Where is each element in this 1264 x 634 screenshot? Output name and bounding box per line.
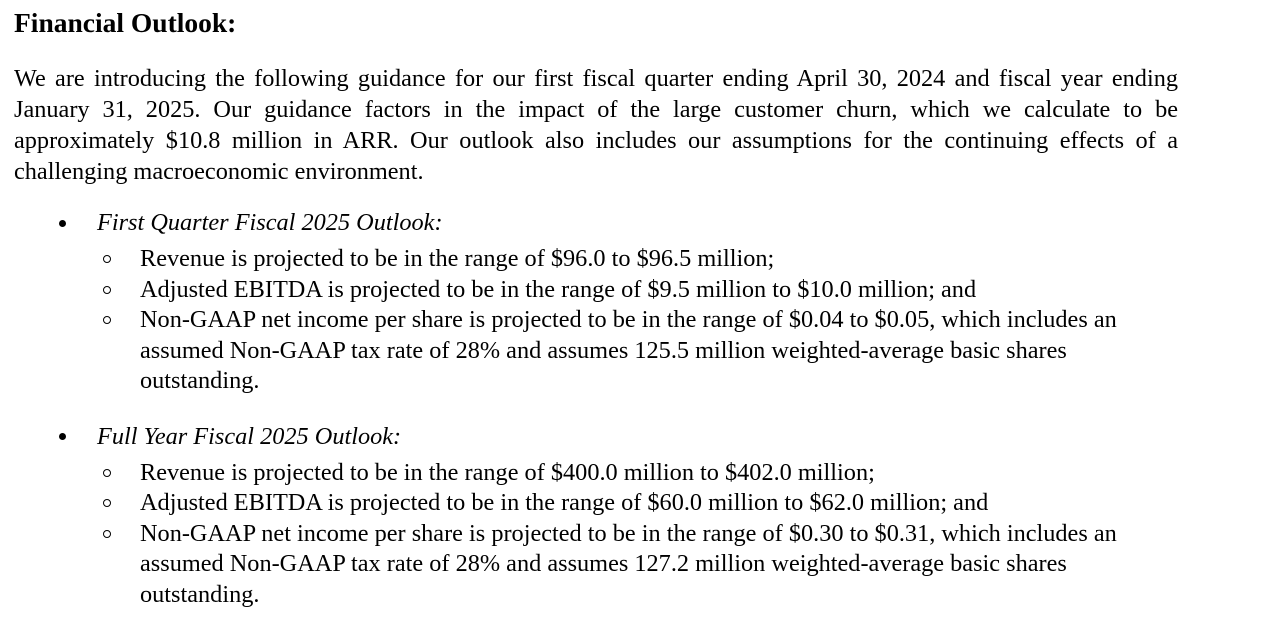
bullet-marker-cell bbox=[103, 519, 140, 538]
disc-bullet-icon bbox=[59, 433, 66, 440]
bullet-marker-cell bbox=[103, 244, 140, 263]
document-title: Financial Outlook: bbox=[14, 7, 237, 38]
bullet-marker-cell bbox=[103, 488, 140, 507]
circle-bullet-icon bbox=[103, 316, 111, 324]
q1-outlook-heading: First Quarter Fiscal 2025 Outlook: bbox=[97, 209, 443, 236]
bullet-marker-cell bbox=[103, 275, 140, 294]
bullet-marker-cell bbox=[103, 305, 140, 324]
bullet-marker-cell bbox=[103, 458, 140, 477]
financial-outlook-document bbox=[14, 0, 1178, 610]
list-item bbox=[14, 519, 1178, 611]
q1-outlook-section bbox=[14, 208, 1178, 397]
list-item bbox=[14, 244, 1178, 275]
fy-revenue-item: Revenue is projected to be in the range of $400.0 million to $402.0 million; bbox=[140, 458, 875, 486]
circle-bullet-icon bbox=[103, 530, 111, 538]
list-item bbox=[14, 275, 1178, 306]
fy-outlook-heading: Full Year Fiscal 2025 Outlook: bbox=[97, 422, 402, 450]
fy-outlook-sublist bbox=[14, 458, 1178, 611]
fy-outlook-section bbox=[14, 422, 1178, 611]
circle-bullet-icon bbox=[103, 286, 111, 294]
list-item-q1-heading bbox=[14, 208, 1178, 238]
q1-ebitda-item: Adjusted EBITDA is projected to be in the range of $9.5 million to $10.0 million; and bbox=[140, 275, 977, 303]
list-item bbox=[14, 305, 1178, 397]
bullet-marker-cell bbox=[59, 208, 97, 227]
disc-bullet-icon bbox=[59, 220, 66, 227]
circle-bullet-icon bbox=[103, 499, 111, 507]
q1-revenue-item: Revenue is projected to be in the range of $96.0 to $96.5 million; bbox=[140, 245, 775, 272]
list-item bbox=[14, 488, 1178, 519]
list-item-fy-heading bbox=[14, 422, 1178, 452]
fy-eps-item: Non-GAAP net income per share is projected to be in the range of $0.30 to $0.31, which includes an assumed Non-GAAP tax rate of 28% and assumes 127.2 million weighted-average basic shares outstanding. bbox=[140, 519, 1117, 608]
q1-outlook-sublist bbox=[14, 244, 1178, 397]
bullet-marker-cell bbox=[59, 422, 97, 441]
circle-bullet-icon bbox=[103, 469, 111, 477]
fy-ebitda-item: Adjusted EBITDA is projected to be in the range of $60.0 million to $62.0 million; and bbox=[140, 489, 989, 516]
q1-eps-item: Non-GAAP net income per share is projected to be in the range of $0.04 to $0.05, which includes an assumed Non-GAAP tax rate of 28% and assumes 125.5 million weighted-average basic shares outstanding. bbox=[140, 306, 1117, 394]
intro-paragraph: We are introducing the following guidance for our first fiscal quarter ending April 30, 2024 and fiscal year ending January 31, 2025. Our guidance factors in the impact of the large customer churn, which we calculate to be approximately $10.8 million in ARR. Our outlook also includes our assumptions for the continuing effects of a challenging macroeconomic environment. bbox=[14, 65, 1178, 185]
list-item bbox=[14, 458, 1178, 489]
circle-bullet-icon bbox=[103, 255, 111, 263]
